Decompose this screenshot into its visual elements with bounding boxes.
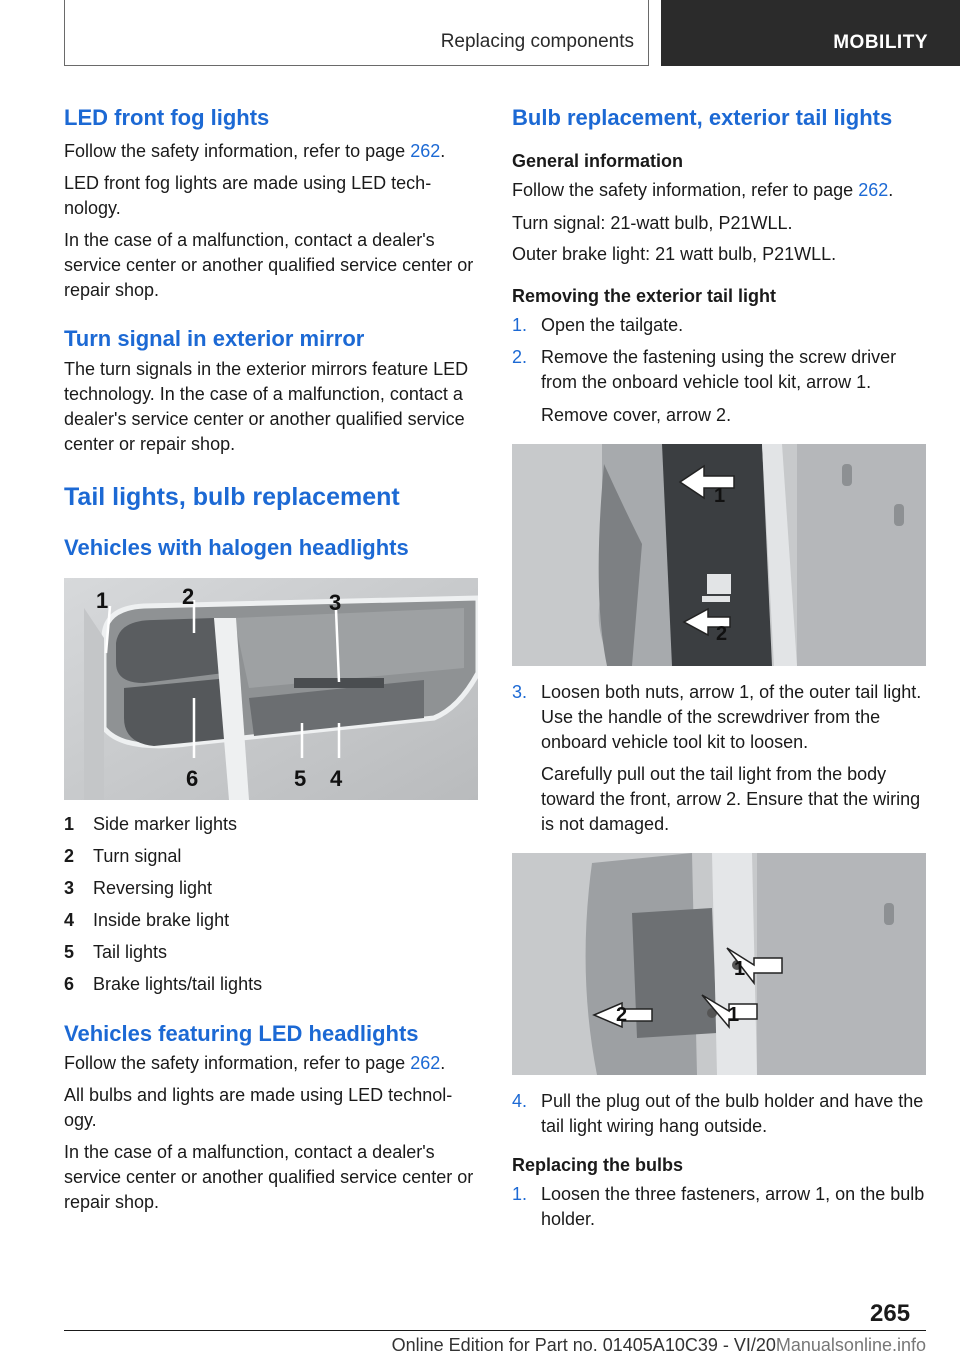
brake-light-bulb-text: Outer brake light: 21 watt bulb, P21WLL. <box>512 243 837 264</box>
legend-item <box>64 872 478 904</box>
header-chapter-title: MOBILITY <box>833 32 928 53</box>
replacing-bulbs-heading: Replacing the bulbs <box>512 1154 684 1175</box>
general-safety-page-link[interactable]: 262 <box>858 179 889 200</box>
legend-label: Brake lights/tail lights <box>93 974 263 995</box>
step-item <box>512 313 926 338</box>
legend-item <box>64 840 478 872</box>
left-column <box>64 100 478 1215</box>
halogen-callout-1: 1 <box>96 588 109 614</box>
footer-rule-short <box>864 1330 926 1331</box>
removing-steps <box>512 313 926 395</box>
halogen-callout-6: 6 <box>186 766 199 792</box>
header-chapter-box <box>661 0 960 66</box>
legend-number: 5 <box>64 942 75 963</box>
replacing-steps <box>512 1182 926 1232</box>
cover-removal-figure <box>512 444 926 666</box>
fog-safety-text <box>64 139 478 164</box>
fog-malfunction-text: In the case of a malfunction, contact a dealer's service center or another qualified service center or repair shop. <box>64 229 474 300</box>
mirror-turn-signal-heading: Turn signal in exterior mirror <box>64 325 365 351</box>
halogen-callout-2: 2 <box>182 584 195 610</box>
general-safety-pre: Follow the safety information, refer to page <box>512 179 859 200</box>
step-number: 4. <box>512 1090 528 1111</box>
tail-light-removal-illustration <box>512 853 926 1075</box>
step-text: Pull the plug out of the bulb holder and have the tail light wiring hang outside. <box>541 1090 924 1136</box>
right-column <box>512 100 926 1232</box>
general-safety-post: . <box>888 179 894 200</box>
bulb-replacement-heading: Bulb replacement, exterior tail lights <box>512 105 893 130</box>
led-safety-page-link[interactable]: 262 <box>410 1052 441 1073</box>
step-item <box>512 1089 926 1139</box>
halogen-tail-light-figure <box>64 578 478 800</box>
legend-label: Tail lights <box>93 942 168 963</box>
led-bulbs-text: All bulbs and lights are made using LED technology. <box>64 1084 453 1130</box>
legend-number: 1 <box>64 814 75 835</box>
led-safety-post: . <box>440 1052 446 1073</box>
tail-callout-2: 2 <box>616 1003 628 1026</box>
cover-callout-1: 1 <box>714 484 726 507</box>
footer-edition <box>392 1335 926 1356</box>
removing-steps-final <box>512 1089 926 1139</box>
general-info-heading: General information <box>512 150 684 171</box>
turn-signal-bulb-text: Turn signal: 21-watt bulb, P21WLL. <box>512 212 793 233</box>
fog-safety-page-link[interactable]: 262 <box>410 140 441 161</box>
legend-label: Turn signal <box>93 846 182 867</box>
removing-tail-light-heading: Removing the exterior tail light <box>512 285 777 306</box>
step-text: Loosen the three fasteners, arrow 1, on the bulb holder. <box>541 1184 925 1230</box>
fog-safety-pre: Follow the safety information, refer to page <box>64 140 411 161</box>
step-number: 2. <box>512 346 528 367</box>
legend-label: Side marker lights <box>93 814 238 835</box>
header-section-box <box>64 0 649 66</box>
footer-watermark: Manualsonline.info <box>775 1335 926 1355</box>
halogen-tail-light-illustration <box>64 578 478 800</box>
legend-item <box>64 904 478 936</box>
legend-item <box>64 968 478 1000</box>
tail-light-removal-figure <box>512 853 926 1075</box>
fog-safety-post: . <box>440 140 446 161</box>
led-headlights-heading: Vehicles featuring LED headlights <box>64 1021 419 1047</box>
step-text: Open the tailgate. <box>541 314 684 335</box>
page-number: 265 <box>870 1300 911 1327</box>
cover-callout-2: 2 <box>716 622 728 645</box>
step-item <box>512 345 926 395</box>
legend-label: Reversing light <box>93 878 213 899</box>
mirror-turn-signal-text: The turn signals in the exterior mirrors feature LED technology. In the case of a malfunction, contact a dealer's service center or another qualified service center or repair shop. <box>64 359 469 455</box>
halogen-heading: Vehicles with halogen headlights <box>64 534 409 560</box>
halogen-callout-3: 3 <box>329 590 342 616</box>
legend-number: 6 <box>64 974 75 995</box>
tail-lights-heading: Tail lights, bulb replacement <box>64 483 400 512</box>
led-safety-text <box>64 1051 478 1076</box>
halogen-callout-5: 5 <box>294 766 307 792</box>
cover-removal-illustration <box>512 444 926 666</box>
removing-steps-continued <box>512 680 926 755</box>
step-text: Remove the fastening using the screw driver from the onboard vehicle tool kit, arrow 1. <box>541 346 897 392</box>
led-safety-pre: Follow the safety information, refer to page <box>64 1052 411 1073</box>
led-malfunction-text: In the case of a malfunction, contact a dealer's service center or another qualified service center or repair shop. <box>64 1141 474 1212</box>
tail-callout-1b: 1 <box>728 1003 740 1026</box>
legend-number: 4 <box>64 910 75 931</box>
footer-rule <box>64 1330 864 1331</box>
halogen-legend <box>64 808 478 1000</box>
fog-lights-heading: LED front fog lights <box>64 105 270 130</box>
footer-edition-text: Online Edition for Part no. 01405A10C39 - VI/20 <box>391 1335 776 1355</box>
legend-label: Inside brake light <box>93 910 230 931</box>
fog-led-text: LED front fog lights are made using LED technology. <box>64 172 432 218</box>
step-item <box>512 1182 926 1232</box>
halogen-callout-4: 4 <box>330 766 343 792</box>
step-text: Loosen both nuts, arrow 1, of the outer tail light. Use the handle of the screwdriver from the onboard vehicle tool kit to loosen. <box>541 681 922 752</box>
step-number: 1. <box>512 1184 528 1205</box>
step-number: 1. <box>512 314 528 335</box>
legend-item <box>64 808 478 840</box>
step-number: 3. <box>512 681 528 702</box>
legend-item <box>64 936 478 968</box>
step3-sub-text: Carefully pull out the tail light from the body toward the front, arrow 2. Ensure that the wiring is not damaged. <box>541 763 921 834</box>
legend-number: 2 <box>64 846 75 867</box>
general-safety-text <box>512 178 926 203</box>
step-item <box>512 680 926 755</box>
legend-number: 3 <box>64 878 75 899</box>
step2-sub-text: Remove cover, arrow 2. <box>541 404 732 425</box>
header-section-title: Replacing components <box>440 31 634 52</box>
tail-callout-1a: 1 <box>734 957 746 980</box>
